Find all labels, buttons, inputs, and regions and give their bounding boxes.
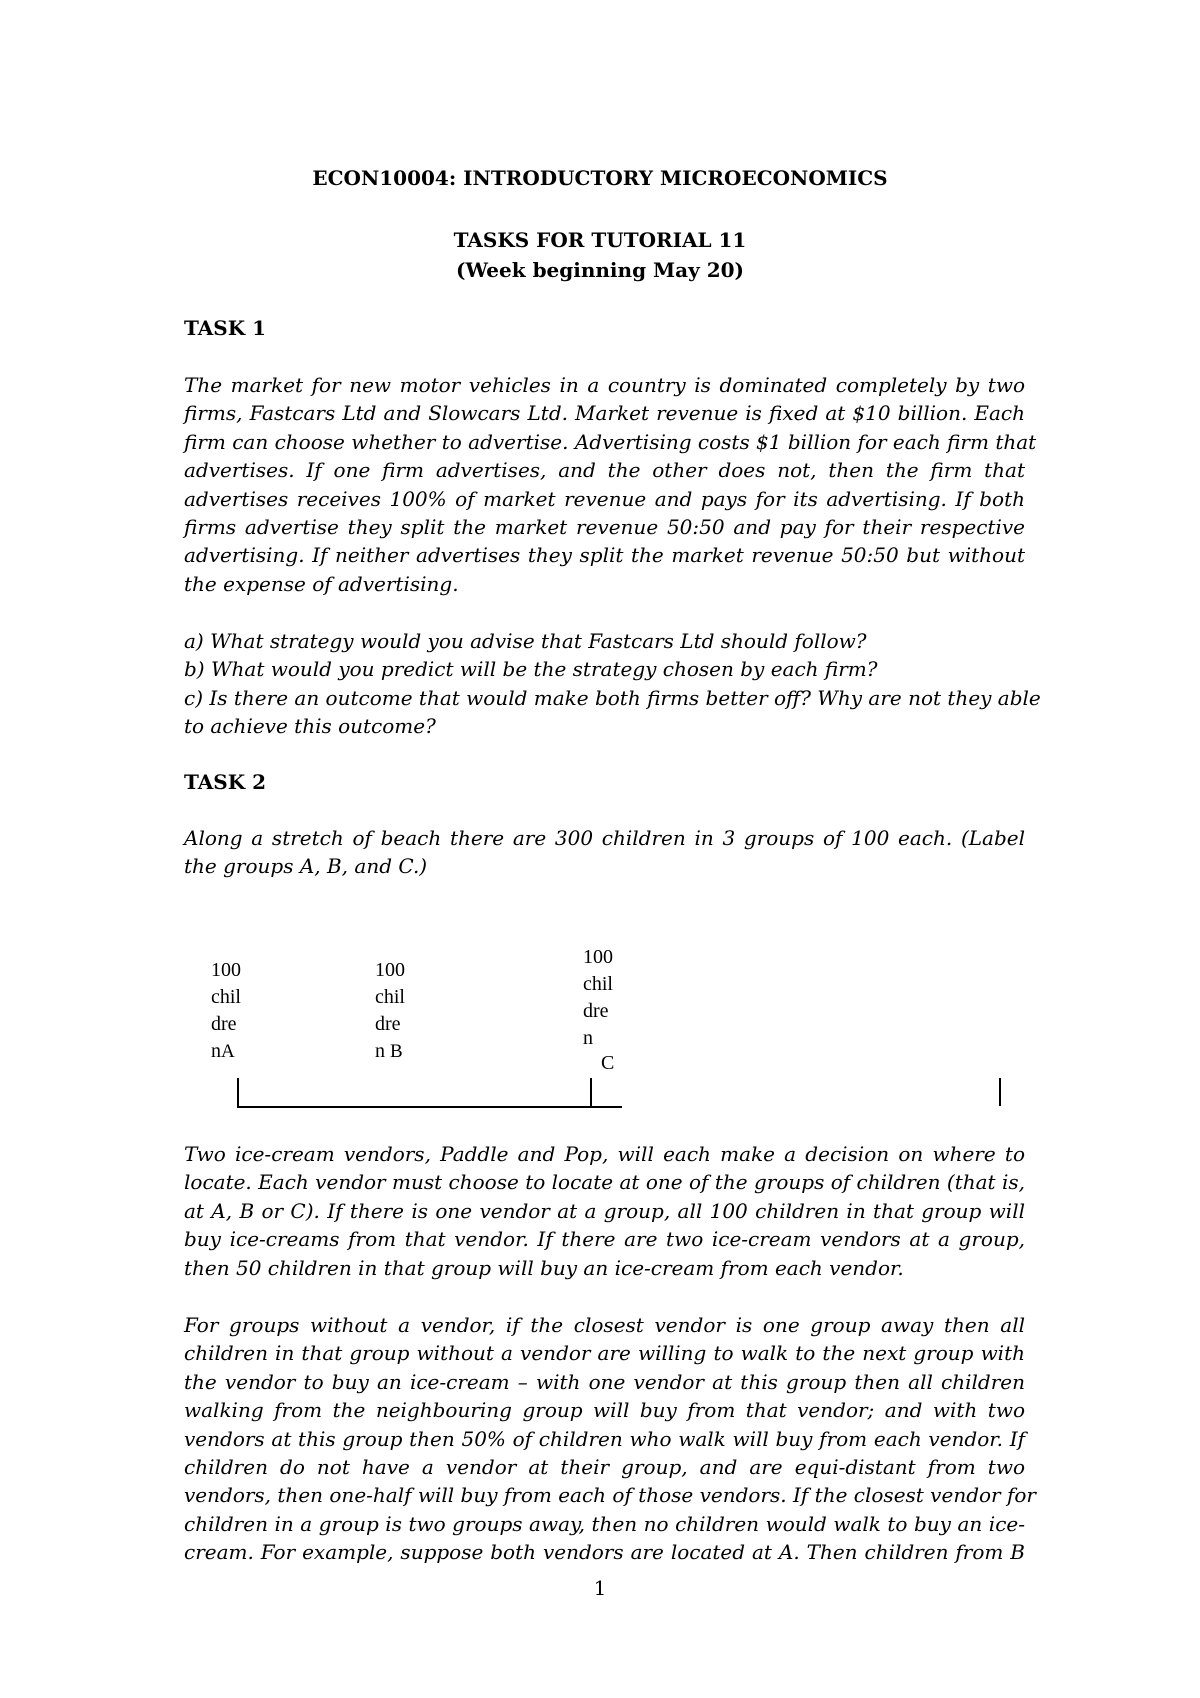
course-title: ECON10004: INTRODUCTORY MICROECONOMICS	[312, 166, 888, 190]
task2-paragraph-2	[184, 1311, 1036, 1567]
text-line: at A, B or C). If there is one vendor at a group, all 100 children in that group will	[184, 1198, 1025, 1223]
task1-heading: TASK 1	[184, 316, 267, 340]
group-c-letter: C	[601, 1052, 615, 1074]
tick-c	[590, 1078, 592, 1108]
tick-a	[237, 1078, 239, 1108]
task2-heading: TASK 2	[184, 770, 267, 794]
tick-end	[999, 1078, 1001, 1106]
text-line: vendors, then one-half will buy from each of those vendors. If the closest vendor for	[184, 1483, 1036, 1508]
question-a: a) What strategy would you advise that Fastcars Ltd should follow?	[184, 629, 867, 653]
text-line: advertises receives 100% of market revenue and pays for its advertising. If both	[184, 486, 1025, 511]
text-line: The market for new motor vehicles in a country is dominated completely by two	[184, 373, 1025, 397]
text-line: firms, Fastcars Ltd and Slowcars Ltd. Market revenue is fixed at $10 billion. Each	[184, 401, 1025, 426]
page-number: 1	[593, 1576, 607, 1600]
task2-paragraph-1	[184, 1140, 1025, 1282]
tasks-title: TASKS FOR TUTORIAL 11	[453, 228, 747, 252]
question-c-continued: to achieve this outcome?	[184, 714, 436, 739]
text-line: children in that group without a vendor are willing to walk to the next group with	[184, 1341, 1025, 1366]
text-line: firm can choose whether to advertise. Advertising costs $1 billion for each firm that	[184, 429, 1037, 454]
question-c: c) Is there an outcome that would make both firms better off? Why are not they able	[184, 685, 1041, 710]
text-line: children do not have a vendor at their group, and are equi-distant from two	[184, 1454, 1025, 1479]
text-line: locate. Each vendor must choose to locate at one of the groups of children (that is,	[184, 1170, 1025, 1195]
text-line: firms advertise they split the market revenue 50:50 and pay for their respective	[184, 514, 1025, 539]
text-line: children in a group is two groups away, then no children would walk to buy an ice-	[184, 1511, 1025, 1536]
question-b: b) What would you predict will be the strategy chosen by each firm?	[184, 657, 878, 682]
group-c-label: 100 chil dre n	[583, 946, 613, 1049]
week-subtitle: (Week beginning May 20)	[456, 258, 744, 282]
text-line: buy ice-creams from that vendor. If there are two ice-cream vendors at a group,	[184, 1227, 1025, 1252]
text-line: then 50 children in that group will buy an ice-cream from each vendor.	[184, 1255, 904, 1280]
text-line: the groups A, B, and C.)	[184, 854, 428, 879]
task1-questions	[184, 627, 1041, 741]
text-line: For groups without a vendor, if the closest vendor is one group away then all	[184, 1313, 1025, 1337]
text-line: vendors at this group then 50% of children who walk will buy from each vendor. If	[184, 1426, 1025, 1451]
task1-paragraph	[184, 371, 1037, 598]
text-line: walking from the neighbouring group will buy from that vendor; and with two	[184, 1398, 1025, 1423]
text-line: advertises. If one firm advertises, and the other does not, then the firm that	[184, 458, 1025, 483]
group-b-label: 100 chil dre n B	[375, 959, 405, 1062]
text-line: the expense of advertising.	[184, 571, 459, 596]
task2-intro	[184, 824, 1025, 881]
text-line: the vendor to buy an ice-cream – with one vendor at this group then all children	[184, 1369, 1025, 1394]
text-line: cream. For example, suppose both vendors are located at A. Then children from B	[184, 1540, 1025, 1565]
text-line: Two ice-cream vendors, Paddle and Pop, will each make a decision on where to	[184, 1142, 1025, 1166]
beach-line	[237, 1106, 622, 1108]
group-a-label: 100 chil dre nA	[211, 959, 241, 1062]
text-line: advertising. If neither advertises they split the market revenue 50:50 but without	[184, 543, 1025, 568]
text-line: Along a stretch of beach there are 300 children in 3 groups of 100 each. (Label	[184, 826, 1025, 850]
